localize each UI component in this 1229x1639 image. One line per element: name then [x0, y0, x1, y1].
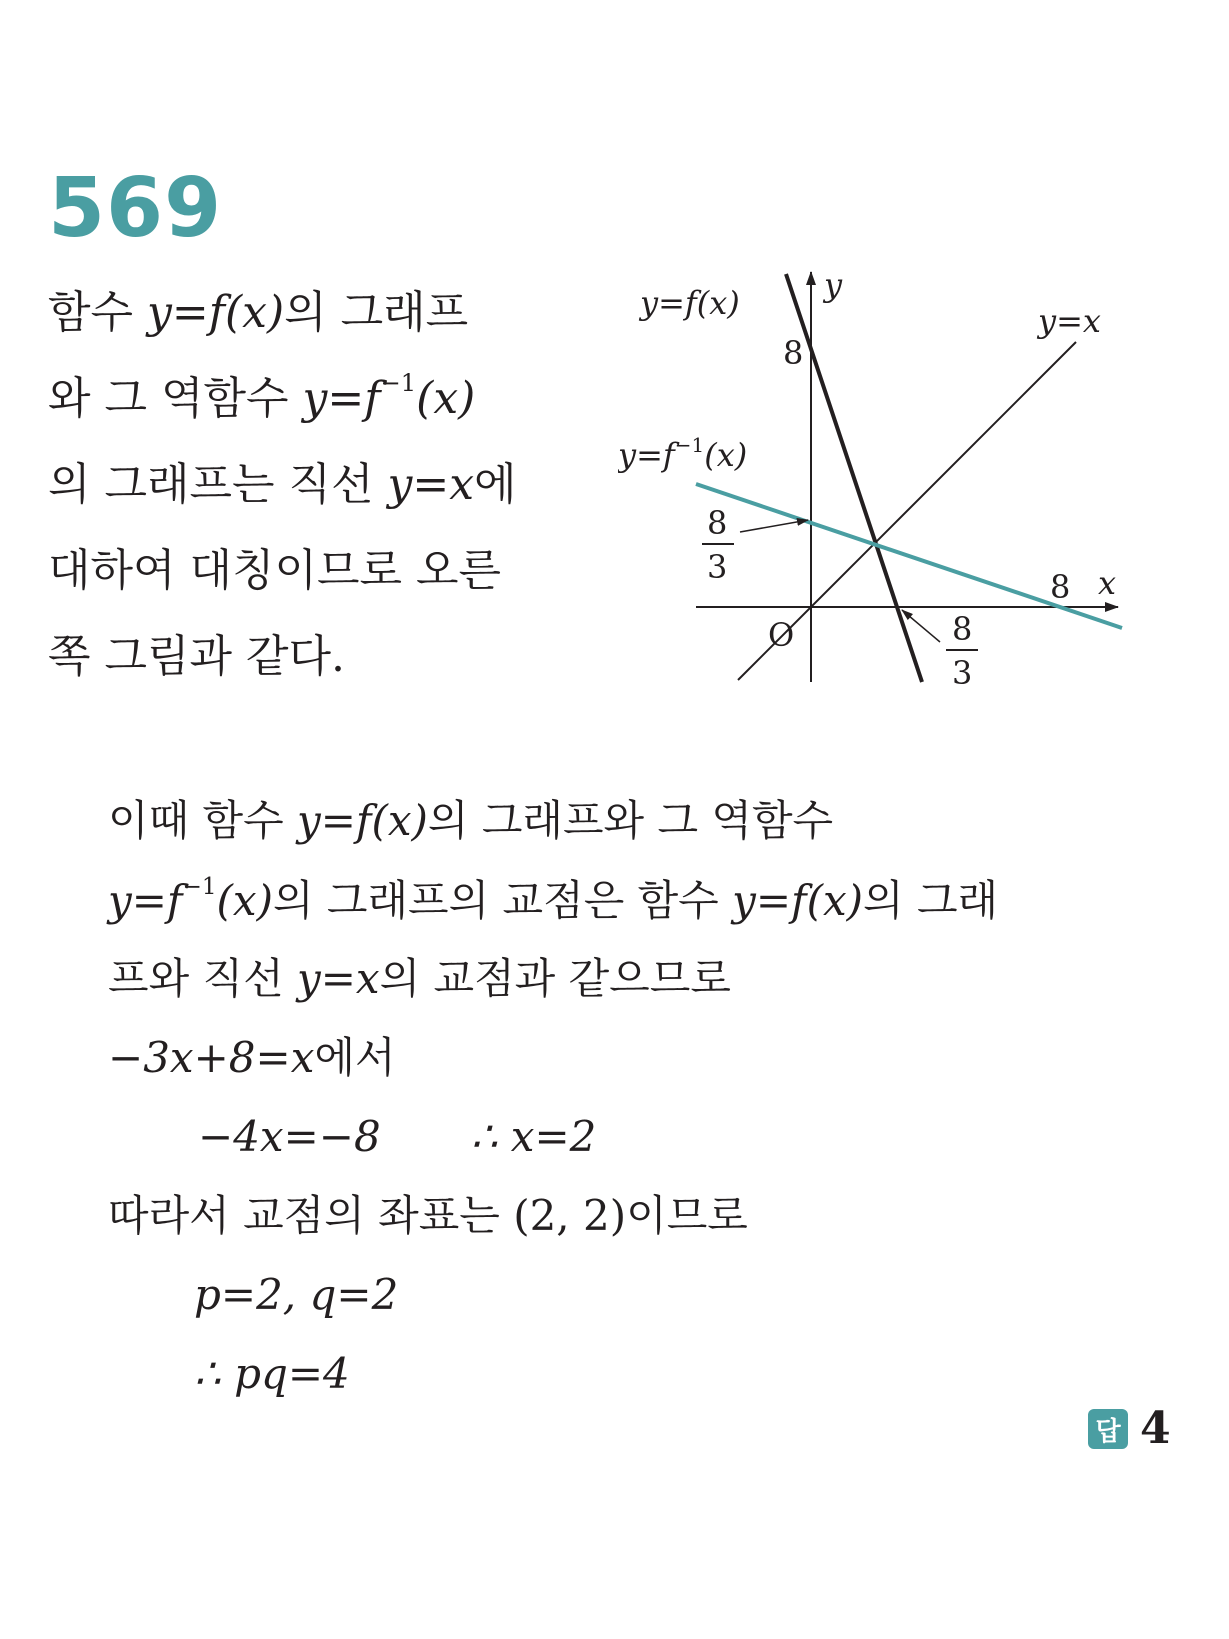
solution-text: 의 그래 [863, 876, 999, 925]
frac-y-denominator: 3 [707, 548, 728, 586]
math-expr: (x) [216, 876, 273, 925]
intro-text: 의 그래프는 직선 [48, 459, 388, 510]
math-expr: y=f(x) [147, 287, 285, 338]
frac-x-denominator: 3 [952, 654, 973, 692]
label-origin: O [768, 616, 795, 654]
math-expr: y=x [387, 459, 475, 510]
math-expr: −4x=−8 [198, 1112, 381, 1161]
solution-line-8: ∴ pq=4 [194, 1349, 350, 1398]
answer-value: 4 [1140, 1403, 1171, 1454]
solution-text: 따라서 교점의 좌표는 [108, 1191, 514, 1240]
intro-line-1 [48, 270, 588, 356]
solution-line-6 [108, 1191, 748, 1240]
tick-x-8: 8 [1050, 568, 1071, 606]
intro-text: 의 그래프 [284, 287, 469, 338]
math-expr: y=f(x) [732, 876, 864, 925]
math-expr: (x) [416, 373, 476, 424]
intro-text: 함수 [48, 287, 147, 338]
solution-line-7: p=2, q=2 [194, 1270, 399, 1319]
solution-text: 의 교점과 같으므로 [379, 954, 731, 1003]
intro-line-5: 쪽 그림과 같다. [48, 631, 345, 682]
label-x-axis: x [1098, 564, 1117, 602]
math-expr: (2, 2) [513, 1191, 627, 1240]
answer [1088, 1403, 1171, 1454]
label-f-inverse [618, 433, 747, 474]
solution-text: 이때 함수 [108, 796, 297, 845]
solution-text: 이므로 [626, 1191, 748, 1240]
label-f: y=f(x) [640, 284, 740, 322]
frac-x-numerator: 8 [952, 610, 973, 648]
intro-text: 와 그 역함수 [48, 373, 303, 424]
solution-text: 프와 직선 [108, 954, 297, 1003]
answer-badge: 답 [1088, 1409, 1128, 1449]
label-f-inverse-b: (x) [704, 436, 748, 474]
intro-line-3 [48, 442, 588, 528]
function-graph [618, 262, 1138, 702]
math-expr: y=f [108, 876, 183, 925]
solution-line-5 [198, 1112, 597, 1161]
math-expr: ∴ x=2 [470, 1112, 597, 1161]
frac-y-numerator: 8 [707, 504, 728, 542]
solution-line-4 [108, 1033, 396, 1082]
line-f [786, 274, 922, 682]
tick-y-8: 8 [783, 334, 804, 372]
math-expr: −3x+8=x [108, 1033, 315, 1082]
intro-line-2 [48, 356, 588, 442]
solution-text: 에서 [314, 1033, 396, 1082]
problem-number: 569 [48, 161, 223, 256]
intro-line-4: 대하여 대칭이므로 오른 [48, 545, 502, 596]
math-expr: y=f(x) [297, 796, 428, 845]
label-f-inverse-a: y=f [618, 436, 675, 474]
math-superscript: −1 [182, 874, 217, 901]
math-expr: y=x [297, 954, 380, 1003]
math-superscript: −1 [380, 369, 417, 398]
solution-line-2 [108, 874, 999, 925]
intro-text: 에 [474, 459, 517, 510]
solution-text: 의 그래프의 교점은 함수 [272, 876, 733, 925]
solution-line-3 [108, 954, 731, 1003]
problem-intro [48, 270, 588, 700]
pointer-y-intercept [740, 520, 808, 532]
solution-line-1 [108, 796, 834, 845]
label-y-axis: y [824, 266, 843, 304]
math-expr: y=f [302, 373, 381, 424]
solution-text: 의 그래프와 그 역함수 [427, 796, 834, 845]
label-f-inverse-sup: −1 [674, 433, 705, 457]
label-y-equals-x: y=x [1038, 302, 1101, 340]
